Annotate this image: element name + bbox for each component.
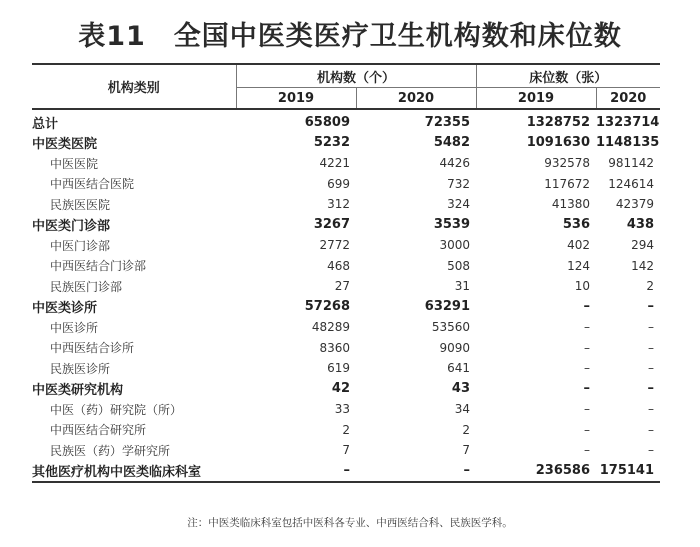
cell-value: 175141 (596, 461, 660, 483)
cell-value: – (648, 340, 655, 355)
cell-value: 1323714 (596, 114, 660, 130)
table-row (32, 133, 660, 154)
row-label: 中西医结合研究所 (50, 423, 147, 438)
header-year: 2020 (356, 88, 476, 110)
cell-value: 619 (327, 361, 350, 376)
cell-value: 7 (342, 443, 350, 458)
table-row (32, 256, 660, 277)
header-category: 机构类别 (32, 64, 236, 109)
cell-value: 124614 (608, 176, 655, 191)
cell-value: – (583, 381, 591, 397)
header-year: 2019 (476, 88, 596, 110)
cell-value: 53560 (431, 320, 471, 335)
cell-value: 124 (567, 258, 591, 273)
table-row (32, 420, 660, 441)
cell-value: – (584, 402, 591, 417)
cell-value: 33 (334, 402, 350, 417)
row-label: 其他医疗机构中医类临床科室 (32, 461, 236, 483)
cell-value: 41380 (551, 197, 591, 212)
row-label: 民族医诊所 (50, 361, 111, 376)
cell-value: 72355 (424, 114, 471, 130)
cell-value: 699 (327, 176, 350, 191)
row-label: 中医类门诊部 (32, 219, 111, 235)
row-label: 中医诊所 (50, 320, 99, 335)
cell-value: 981142 (608, 156, 655, 171)
cell-value: 402 (567, 238, 591, 253)
header-year: 2020 (596, 88, 660, 110)
cell-value: 117672 (544, 176, 591, 191)
table-row (32, 215, 660, 236)
cell-value: – (648, 422, 655, 437)
cell-value: 2 (462, 422, 471, 437)
cell-value: 34 (454, 402, 471, 417)
cell-value: – (356, 461, 476, 483)
cell-value: 2 (646, 279, 655, 294)
header-year: 2019 (236, 88, 356, 110)
cell-value: 932578 (544, 156, 591, 171)
cell-value: 3267 (313, 217, 350, 233)
cell-value: – (583, 299, 591, 315)
cell-value: 536 (562, 217, 591, 233)
row-label: 中医门诊部 (50, 238, 111, 253)
row-label: 中西医结合门诊部 (50, 259, 147, 274)
row-label: 中西医结合医院 (50, 177, 135, 192)
cell-value: 57268 (304, 299, 350, 315)
cell-value: 438 (626, 217, 655, 233)
cell-value: 1328752 (526, 114, 591, 130)
row-label: 民族医医院 (50, 197, 111, 212)
cell-value: – (648, 320, 655, 335)
header-beds: 床位数（张） (476, 64, 660, 88)
cell-value: 324 (447, 197, 471, 212)
row-label: 中医（药）研究院（所） (50, 402, 183, 417)
table-row (32, 297, 660, 318)
cell-value: 42 (331, 381, 350, 397)
table-title: 表11 全国中医类医疗卫生机构数和床位数 (78, 21, 622, 52)
table-row (32, 153, 660, 174)
table-row (32, 194, 660, 215)
cell-value: 236586 (476, 461, 596, 483)
cell-value: 27 (334, 279, 350, 294)
cell-value: 42379 (615, 197, 655, 212)
row-label: 中医类诊所 (32, 301, 98, 317)
cell-value: 63291 (424, 299, 471, 315)
cell-value: 1091630 (526, 135, 591, 151)
cell-value: 5232 (313, 135, 350, 151)
table-row (32, 461, 660, 483)
cell-value: 10 (574, 279, 591, 294)
cell-value: – (584, 422, 591, 437)
table-row (32, 440, 660, 461)
cell-value: 8360 (319, 340, 350, 355)
cell-value: 5482 (433, 135, 471, 151)
table-row (32, 358, 660, 379)
table-row (32, 174, 660, 195)
cell-value: 7 (462, 443, 471, 458)
cell-value: – (584, 320, 591, 335)
cell-value: – (584, 340, 591, 355)
cell-value: 3539 (433, 217, 471, 233)
table-row (32, 235, 660, 256)
cell-value: 732 (447, 176, 471, 191)
cell-value: – (584, 443, 591, 458)
row-label: 中医类研究机构 (32, 383, 124, 399)
statistics-table (32, 63, 660, 483)
cell-value: – (648, 402, 655, 417)
table-row (32, 379, 660, 400)
row-label: 中西医结合诊所 (50, 341, 135, 356)
cell-value: 2 (342, 422, 350, 437)
cell-value: – (647, 381, 655, 397)
cell-value: – (647, 299, 655, 315)
table-row (32, 317, 660, 338)
cell-value: 2772 (319, 238, 350, 253)
cell-value: – (236, 461, 356, 483)
row-label: 中医类医院 (32, 137, 98, 153)
table-row (32, 399, 660, 420)
table-body (32, 109, 660, 482)
cell-value: 312 (327, 197, 350, 212)
table-row (32, 109, 660, 133)
cell-value: 65809 (304, 114, 350, 130)
row-label: 总计 (32, 116, 59, 132)
cell-value: – (584, 361, 591, 376)
cell-value: 3000 (439, 238, 471, 253)
cell-value: 43 (451, 381, 471, 397)
row-label: 民族医门诊部 (50, 279, 123, 294)
cell-value: 142 (631, 258, 655, 273)
cell-value: 4426 (439, 156, 471, 171)
cell-value: 641 (447, 361, 471, 376)
cell-value: 4221 (319, 156, 350, 171)
table-row (32, 338, 660, 359)
cell-value: 508 (447, 258, 471, 273)
cell-value: 48289 (311, 320, 350, 335)
cell-value: 294 (631, 238, 655, 253)
cell-value: – (648, 443, 655, 458)
cell-value: 468 (327, 258, 350, 273)
footnote: 注：中医类临床科室包括中医科各专业、中西医结合科、民族医学科。 (187, 517, 513, 529)
row-label: 民族医（药）学研究所 (50, 443, 171, 458)
row-label: 中医医院 (50, 156, 99, 171)
cell-value: 1148135 (596, 135, 660, 151)
cell-value: 9090 (439, 340, 471, 355)
header-institutions: 机构数（个） (236, 64, 476, 88)
cell-value: – (648, 361, 655, 376)
table-row (32, 276, 660, 297)
cell-value: 31 (454, 279, 471, 294)
